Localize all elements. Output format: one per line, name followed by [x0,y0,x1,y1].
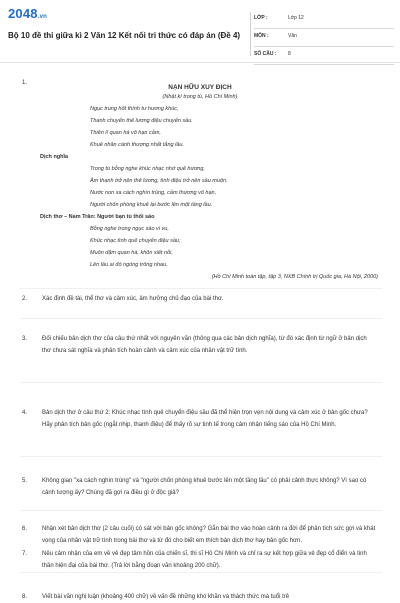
poem-verse-line: Khúc nhạc tình quê chuyển điệu sầu; [90,238,181,244]
poem-original-line: Thiên lí quan hà vô hạn cảm, [90,130,161,136]
question-divider [20,572,382,573]
question-divider [20,456,382,457]
poem-original-line: Khuê nhân cánh thượng nhất tằng lâu. [90,142,184,148]
question-text: Xác định đề tài, thể thơ và cảm xúc, âm hưởng chủ đạo của bài thơ. [42,296,224,302]
meta-value: Văn [288,33,297,39]
poem-verse-line: Bỗng nghe trong ngục sáo vi vu, [90,226,169,232]
site-logo[interactable]: 2048.vn [8,6,48,21]
poem-source: (Hồ Chí Minh toàn tập, tập 3, NXB Chính trị Quốc gia, Hà Nội, 2000) [211,274,378,280]
document-title: Bộ 10 đề thi giữa kì 2 Văn 12 Kết nối tri thức có đáp án (Đề 4) [8,31,241,40]
question-text: Nhận xét bản dịch thơ (2 câu cuối) có sát với bản gốc không? Gắn bài thơ vào hoàn cảnh ra đời để phân tích sức gợi và khát vọng của nhân vật trữ tình trong bài thơ và từ đó cho biết em thích bản dịch thơ hay bản gốc hơn. [42,526,376,544]
poem-verse-line: Lên lầu ai đó ngóng trông nhau. [90,262,168,268]
meta-class [254,14,394,29]
question-number: 4. [22,410,28,416]
meta-label: LỚP : [254,15,268,21]
document-meta [254,14,394,68]
meta-subject [254,32,394,47]
question-number: 5. [22,478,28,484]
poem-literal-line: Trong tù bỗng nghe khúc nhạc nhớ quê hương, [90,166,205,172]
question-divider [20,382,382,383]
poem-verse-line: Muôn dặm quan hà, khôn xiết nỗi, [90,250,173,256]
poem-original-line: Thanh chuyển thê lương điệu chuyển sầu. [90,118,193,124]
question-divider [20,510,382,511]
header-divider [250,12,251,56]
question-number: 8. [22,594,28,600]
meta-value: 8 [288,51,291,57]
literal-heading: Dịch nghĩa [40,154,69,160]
question-text: Đối chiếu bản dịch thơ của câu thứ nhất với nguyên văn (thông qua các bản dịch nghĩa), từ đó xác định từ ngữ ở bản dịch thơ chưa sát nghĩa và phân tích hoàn cảnh và cảm xúc của nhân vật trữ tình. [42,336,367,354]
poem-title: NẠN HỮU XUY ĐỊCH [168,84,232,91]
poem-literal-line: Người chốn phòng khuê lại bước lên một tầng lầu. [90,202,213,208]
question-divider [20,318,382,319]
meta-value: Lớp 12 [288,15,304,21]
question-number: 1. [22,80,28,86]
question-text: Không gian "xa cách nghìn trùng" và "người chốn phòng khuê bước lên một tầng lầu" có phải cảnh thực không? Vì sao có cảnh tượng ấy? Chúng đã gợi ra điều gì ở độc giả? [42,478,367,496]
poem-original-line: Ngục trung hốt thính tư hương khúc, [90,106,179,112]
poem-literal-line: Âm thanh trở nên thê lương, tình điệu trở nên sầu muộn. [90,178,228,184]
meta-label: SỐ CÂU : [254,51,277,57]
question-text: Viết bài văn nghị luận (khoảng 400 chữ) về vấn đề những khó khăn và thách thức mà tuổi trẻ [42,594,290,600]
question-number: 7. [22,551,28,557]
question-number: 3. [22,336,28,342]
poem-literal-line: Nước non xa cách nghìn trùng, cảm thương vô hạn, [90,190,217,196]
header-separator [0,62,400,63]
meta-label: MÔN : [254,33,269,39]
question-text: Nêu cảm nhận của em về vẻ đẹp tâm hồn của chiến sĩ, thi sĩ Hồ Chí Minh và chỉ ra sự kết hợp giữa vẻ đẹp cổ điển và tinh thần hiện đại của bài thơ. (Trả lời bằng đoạn văn khoảng 200 chữ). [42,551,367,569]
poem-subtitle: (Nhật kí trong tù, Hồ Chí Minh) [162,94,238,100]
question-number: 6. [22,526,28,532]
verse-heading: Dịch thơ – Nam Trân: Người bạn tù thổi sáo [40,214,155,220]
document-header [0,0,400,62]
question-number: 2. [22,296,28,302]
question-divider [20,288,382,289]
question-text: Bản dịch thơ ở câu thứ 2: Khúc nhạc tình quê chuyển điệu sầu đã thể hiện trọn vẹn nội dung và cảm xúc ở bản gốc chưa? Hãy phân tích bản gốc (ngắt nhịp, thanh điệu) để thấy rõ sự tinh tế trong cảm nhận tiếng sáo của Hồ Chí Minh. [42,410,368,428]
